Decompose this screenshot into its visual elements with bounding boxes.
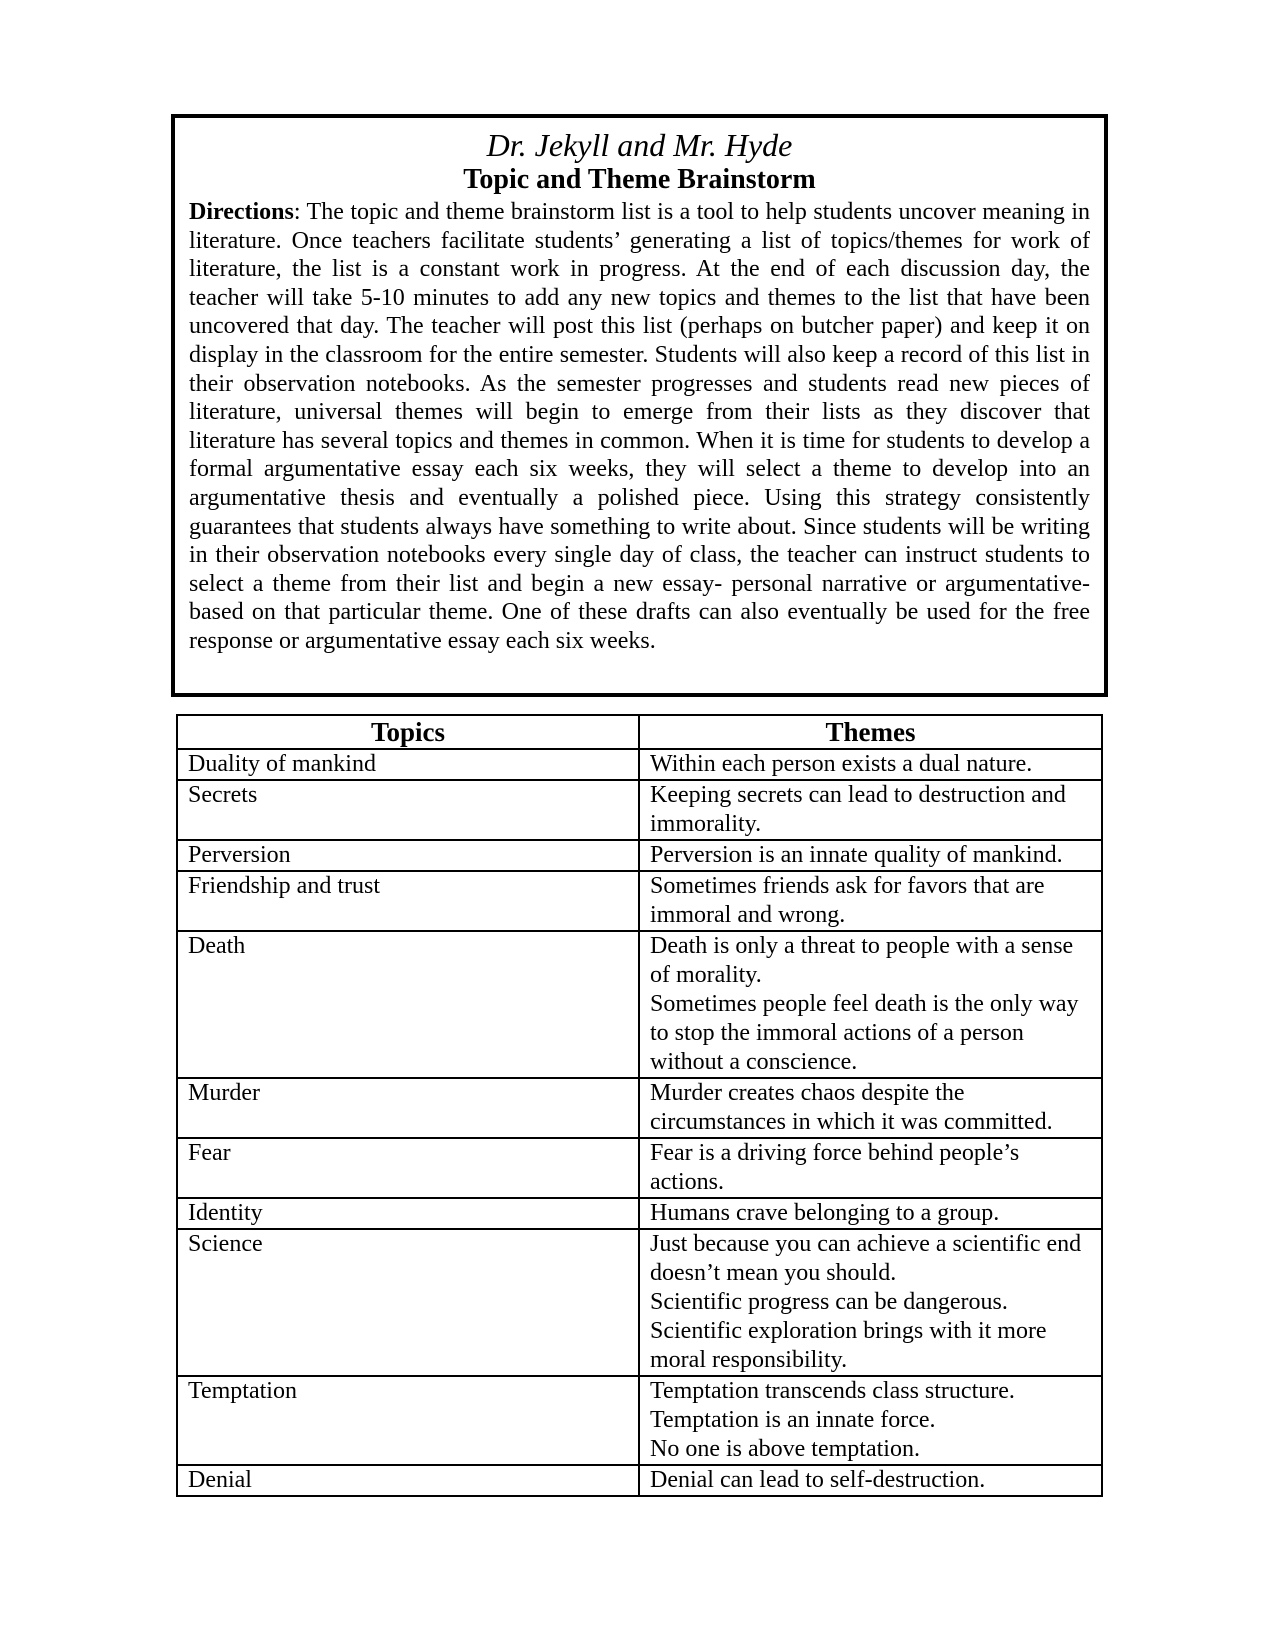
theme-cell (639, 1376, 1102, 1465)
topic-cell: Perversion (177, 840, 639, 871)
theme-cell (639, 1465, 1102, 1496)
theme-cell (639, 749, 1102, 780)
table-row (177, 1198, 1102, 1229)
theme-text: Within each person exists a dual nature. (650, 751, 1033, 777)
topics-header: Topics (177, 715, 639, 749)
theme-cell (639, 871, 1102, 931)
topic-cell: Duality of mankind (177, 749, 639, 780)
theme-text: Denial can lead to self-destruction. (650, 1467, 986, 1493)
table-row (177, 1465, 1102, 1496)
directions-box (171, 114, 1108, 697)
topic-cell: Denial (177, 1465, 639, 1496)
theme-text: Sometimes people feel death is the only way to stop the immoral actions of a person without a conscience. (650, 991, 1079, 1075)
topic-cell: Secrets (177, 780, 639, 840)
directions-paragraph (189, 198, 1090, 656)
theme-text: Perversion is an innate quality of mankind. (650, 842, 1063, 868)
table-row (177, 1078, 1102, 1138)
table-row (177, 871, 1102, 931)
theme-text: Fear is a driving force behind people’s actions. (650, 1140, 1020, 1195)
topic-cell: Friendship and trust (177, 871, 639, 931)
table-row (177, 1376, 1102, 1465)
topic-cell: Fear (177, 1138, 639, 1198)
theme-text: No one is above temptation. (650, 1436, 920, 1462)
theme-cell (639, 780, 1102, 840)
theme-cell (639, 1078, 1102, 1138)
table-row (177, 931, 1102, 1078)
topic-cell: Death (177, 931, 639, 1078)
topic-cell: Temptation (177, 1376, 639, 1465)
topic-cell: Murder (177, 1078, 639, 1138)
topic-cell: Science (177, 1229, 639, 1376)
table-row (177, 1138, 1102, 1198)
theme-text: Temptation is an innate force. (650, 1407, 936, 1433)
theme-text: Temptation transcends class structure. (650, 1378, 1015, 1404)
table-body (177, 749, 1102, 1496)
table-row (177, 840, 1102, 871)
topic-theme-table (176, 714, 1103, 1497)
theme-cell (639, 1138, 1102, 1198)
table-header-row (177, 715, 1102, 749)
theme-cell (639, 1229, 1102, 1376)
theme-text: Scientific progress can be dangerous. (650, 1289, 1008, 1315)
topic-cell: Identity (177, 1198, 639, 1229)
theme-text: Sometimes friends ask for favors that are immoral and wrong. (650, 873, 1045, 928)
document-title: Dr. Jekyll and Mr. Hyde (486, 127, 793, 163)
theme-text: Scientific exploration brings with it more moral responsibility. (650, 1318, 1047, 1373)
table-row (177, 780, 1102, 840)
theme-text: Murder creates chaos despite the circumstances in which it was committed. (650, 1080, 1053, 1135)
table-row (177, 749, 1102, 780)
themes-header: Themes (639, 715, 1102, 749)
theme-text: Death is only a threat to people with a sense of morality. (650, 933, 1074, 988)
theme-text: Humans crave belonging to a group. (650, 1200, 1000, 1226)
theme-text: Just because you can achieve a scientific end doesn’t mean you should. (650, 1231, 1082, 1286)
directions-label: Directions (189, 199, 294, 225)
document-subtitle: Topic and Theme Brainstorm (463, 164, 816, 195)
theme-cell (639, 931, 1102, 1078)
directions-body: : The topic and theme brainstorm list is a tool to help students uncover meaning in literature. Once teachers facilitate students’ generating a list of topics/themes for work of literature, the list is a constant work in progress. At the end of each discussion day, the teacher will take 5-10 minutes to add any new topics and themes to the list that have been uncovered that day. The teacher will post this list (perhaps on butcher paper) and keep it on display in the classroom for the entire semester. Students will also keep a record of this list in their observation notebooks. As the semester progresses and students read new pieces of literature, universal themes will begin to emerge from their lists as they discover that literature has several topics and themes in common. When it is time for students to develop a formal argumentative essay each six weeks, they will select a theme to develop into an argumentative thesis and eventually a polished piece. Using this strategy consistently guarantees that students always have something to write about. Since students will be writing in their observation notebooks every single day of class, the teacher can instruct students to select a theme from their list and begin a new essay- personal narrative or argumentative- based on that particular theme. One of these drafts can also eventually be used for the free response or argumentative essay each six weeks. (189, 199, 1090, 654)
table-row (177, 1229, 1102, 1376)
theme-cell (639, 1198, 1102, 1229)
theme-text: Keeping secrets can lead to destruction and immorality. (650, 782, 1066, 837)
theme-cell (639, 840, 1102, 871)
